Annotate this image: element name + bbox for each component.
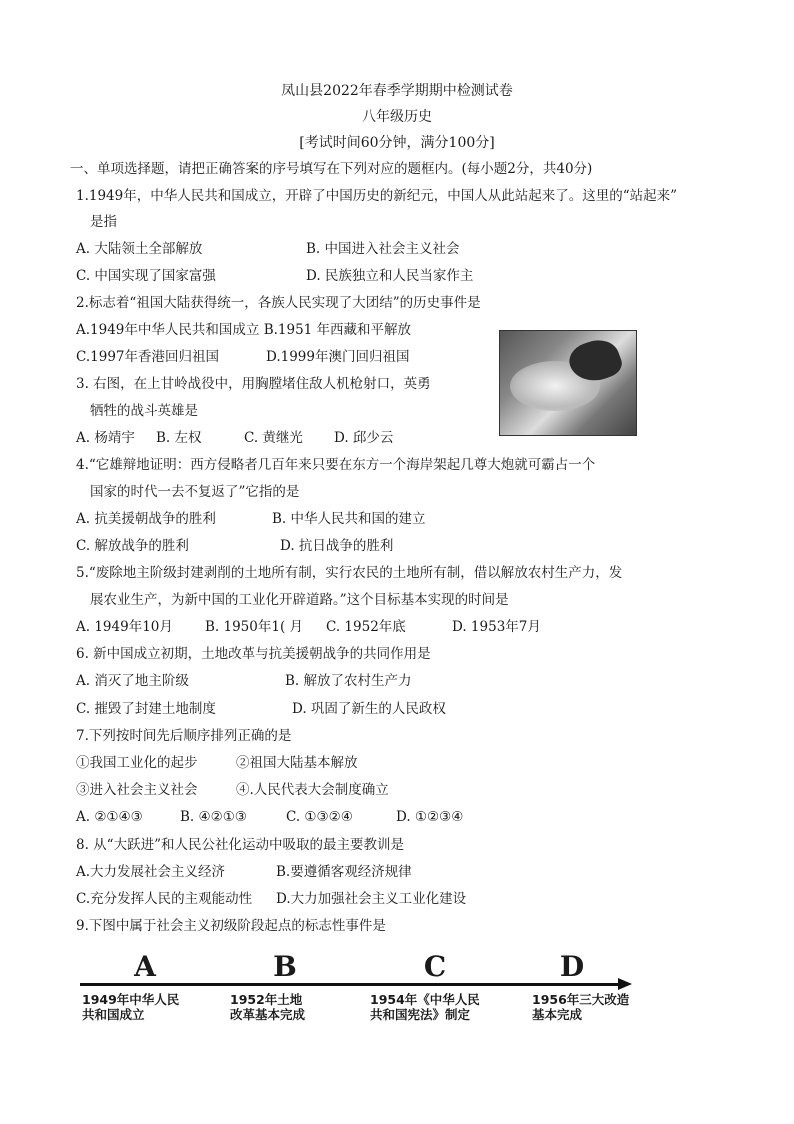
q8-option-a: A.大力发展社会主义经济 <box>76 864 226 880</box>
q7-option-a: A. ②①④③ <box>76 809 143 825</box>
q8-option-b: B.要遵循客观经济规律 <box>276 864 412 880</box>
q8-option-d: D.大力加强社会主义工业化建设 <box>276 891 467 907</box>
q8-option-c: C.充分发挥人民的主观能动性 <box>76 891 253 907</box>
q1-stem-line1: 1.1949年，中华人民共和国成立，开辟了中国历史的新纪元，中国人从此站起来了。这里的“站起来” <box>76 188 678 204</box>
timeline-event-c-line1: 1954年《中华人民 <box>370 992 480 1007</box>
timeline-event-c <box>370 992 480 1022</box>
q6-option-c: C. 摧毁了封建土地制度 <box>76 701 216 717</box>
q1-stem-line2: 是指 <box>90 214 117 230</box>
timeline-letter-d: D <box>559 950 585 983</box>
q5-option-b: B. 1950年1( 月 <box>205 619 304 635</box>
q1-option-d: D. 民族独立和人民当家作主 <box>306 268 474 284</box>
timeline-event-b-line1: 1952年土地 <box>230 992 303 1007</box>
timeline-letter-a: A <box>134 950 156 983</box>
q2-option-d: D.1999年澳门回归祖国 <box>266 349 410 365</box>
q3-stem-line2: 牺牲的战斗英雄是 <box>90 403 198 419</box>
q7-option-c: C. ①③②④ <box>286 809 353 825</box>
timeline-letter-b: B <box>273 950 297 983</box>
timeline-event-b <box>230 992 305 1022</box>
timeline-arrow <box>618 978 632 990</box>
exam-title: 凤山县2022年春季学期期中检测试卷 <box>281 83 513 99</box>
timeline-event-d <box>532 992 629 1022</box>
timeline-diagram <box>80 950 640 1030</box>
q4-option-d: D. 抗日战争的胜利 <box>280 538 394 554</box>
q4-stem-line2: 国家的时代一去不复返了”它指的是 <box>90 484 300 500</box>
q6-stem: 6. 新中国成立初期，土地改革与抗美援朝战争的共同作用是 <box>76 646 431 662</box>
q1-option-a: A. 大陆领土全部解放 <box>76 241 203 257</box>
q3-option-b: B. 左权 <box>156 430 202 446</box>
q8-stem: 8. 从“大跃进”和人民公社化运动中吸取的最主要教训是 <box>76 837 404 853</box>
q4-option-b: B. 中华人民共和国的建立 <box>272 511 426 527</box>
q2-option-ab: A.1949年中华人民共和国成立 B.1951 年西藏和平解放 <box>76 322 412 338</box>
q3-option-d: D. 邱少云 <box>334 430 394 446</box>
q2-stem: 2.标志着“祖国大陆获得统一，各族人民实现了大团结”的历史事件是 <box>76 295 481 311</box>
q6-option-d: D. 巩固了新生的人民政权 <box>292 701 446 717</box>
q6-option-b: B. 解放了农村生产力 <box>285 673 412 689</box>
q7-option-b: B. ④②①③ <box>180 809 247 825</box>
exam-info: [考试时间60分钟，满分100分] <box>299 135 495 151</box>
battle-photo <box>499 330 637 436</box>
q1-option-c: C. 中国实现了国家富强 <box>76 268 216 284</box>
q7-item-1: ①我国工业化的起步 <box>76 755 198 771</box>
q3-stem-line1: 3. 右图，在上甘岭战役中，用胸膛堵住敌人机枪射口，英勇 <box>76 376 431 392</box>
q7-option-d: D. ①②③④ <box>396 809 464 825</box>
q2-option-c: C.1997年香港回归祖国 <box>76 349 219 365</box>
timeline-event-c-line2: 共和国宪法》制定 <box>370 1007 471 1022</box>
q7-item-4: ④.人民代表大会制度确立 <box>236 782 389 798</box>
timeline-event-d-line1: 1956年三大改造 <box>532 992 630 1007</box>
timeline-event-a-line1: 1949年中华人民 <box>82 992 180 1007</box>
section-heading: 一、单项选择题，请把正确答案的序号填写在下列对应的题框内。(每小题2分，共40分) <box>70 161 593 177</box>
timeline-event-d-line2: 基本完成 <box>532 1007 583 1022</box>
q6-option-a: A. 消灭了地主阶级 <box>76 673 189 689</box>
q4-option-c: C. 解放战争的胜利 <box>76 538 189 554</box>
q3-option-a: A. 杨靖宇 <box>76 430 135 446</box>
q5-option-d: D. 1953年7月 <box>452 619 541 635</box>
timeline-axis <box>80 983 620 986</box>
q3-option-c: C. 黄继光 <box>244 430 303 446</box>
q5-option-a: A. 1949年10月 <box>76 619 173 635</box>
q7-item-3: ③进入社会主义社会 <box>76 782 198 798</box>
timeline-event-a <box>82 992 179 1022</box>
q4-stem-line1: 4.“它雄辩地证明：西方侵略者几百年来只要在东方一个海岸架起几尊大炮就可霸占一个 <box>76 457 596 473</box>
timeline-letter-c: C <box>423 950 447 983</box>
exam-subject: 八年级历史 <box>362 109 432 125</box>
q5-option-c: C. 1952年底 <box>326 619 406 635</box>
q7-stem: 7.下列按时间先后顺序排列正确的是 <box>76 728 292 744</box>
q9-stem: 9.下图中属于社会主义初级阶段起点的标志性事件是 <box>76 918 386 934</box>
q1-option-b: B. 中国进入社会主义社会 <box>306 241 460 257</box>
timeline-event-b-line2: 改革基本完成 <box>230 1007 306 1022</box>
q5-stem-line2: 展农业生产，为新中国的工业化开辟道路。”这个目标基本实现的时间是 <box>90 592 509 608</box>
q5-stem-line1: 5.“废除地主阶级封建剥削的土地所有制，实行农民的土地所有制，借以解放农村生产力，发 <box>76 565 623 581</box>
q4-option-a: A. 抗美援朝战争的胜利 <box>76 511 216 527</box>
q7-item-2: ②祖国大陆基本解放 <box>236 755 358 771</box>
timeline-event-a-line2: 共和国成立 <box>82 1007 145 1022</box>
